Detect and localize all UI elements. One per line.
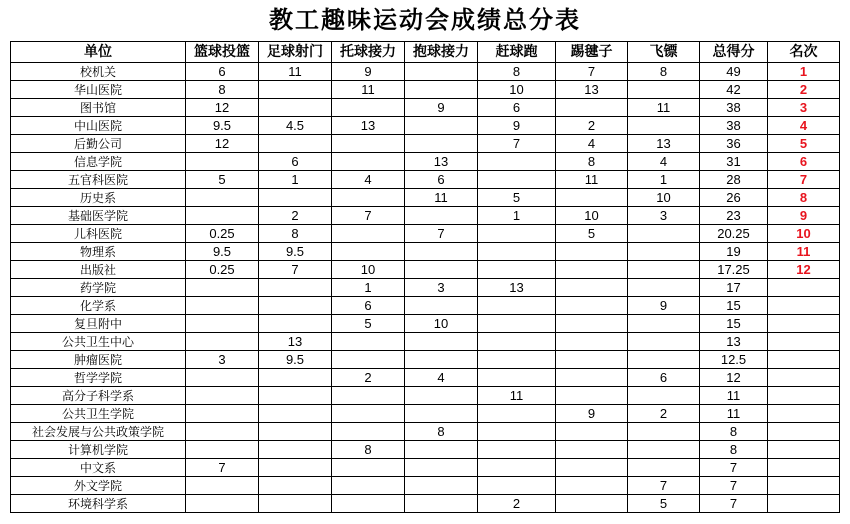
- basketball-cell[interactable]: 0.25: [186, 261, 259, 279]
- unit-cell[interactable]: 信息学院: [11, 153, 186, 171]
- shuttlecock-cell[interactable]: [556, 423, 628, 441]
- unit-cell[interactable]: 公共卫生中心: [11, 333, 186, 351]
- darts-cell[interactable]: [628, 279, 700, 297]
- shuttlecock-cell[interactable]: [556, 477, 628, 495]
- drive-ball-cell[interactable]: [478, 405, 556, 423]
- drive-ball-cell[interactable]: [478, 369, 556, 387]
- drive-ball-cell[interactable]: 8: [478, 63, 556, 81]
- table-row: [11, 243, 840, 261]
- shuttlecock-cell[interactable]: 9: [556, 405, 628, 423]
- tray-relay-cell[interactable]: [332, 333, 405, 351]
- tray-relay-cell[interactable]: [332, 225, 405, 243]
- total-cell[interactable]: 28: [700, 171, 768, 189]
- hug-relay-cell[interactable]: [405, 297, 478, 315]
- drive-ball-cell[interactable]: [478, 315, 556, 333]
- hug-relay-cell[interactable]: [405, 333, 478, 351]
- shuttlecock-cell[interactable]: [556, 315, 628, 333]
- table-row: [11, 225, 840, 243]
- hug-relay-cell[interactable]: [405, 387, 478, 405]
- hug-relay-cell[interactable]: [405, 63, 478, 81]
- tray-relay-cell[interactable]: 9: [332, 63, 405, 81]
- total-cell[interactable]: 7: [700, 459, 768, 477]
- shuttlecock-cell[interactable]: 5: [556, 225, 628, 243]
- football-cell[interactable]: [259, 441, 332, 459]
- football-cell[interactable]: 2: [259, 207, 332, 225]
- tray-relay-cell[interactable]: 2: [332, 369, 405, 387]
- shuttlecock-cell[interactable]: 7: [556, 63, 628, 81]
- shuttlecock-cell[interactable]: [556, 333, 628, 351]
- tray-relay-cell[interactable]: [332, 387, 405, 405]
- hug-relay-cell[interactable]: [405, 459, 478, 477]
- football-cell[interactable]: 8: [259, 225, 332, 243]
- darts-cell[interactable]: 8: [628, 63, 700, 81]
- hug-relay-cell[interactable]: [405, 207, 478, 225]
- tray-relay-cell[interactable]: [332, 351, 405, 369]
- table-row: [11, 81, 840, 99]
- rank-cell[interactable]: [768, 387, 840, 405]
- shuttlecock-cell[interactable]: [556, 189, 628, 207]
- table-row: [11, 333, 840, 351]
- darts-cell[interactable]: [628, 423, 700, 441]
- tray-relay-cell[interactable]: [332, 495, 405, 513]
- tray-relay-cell[interactable]: [332, 153, 405, 171]
- unit-cell[interactable]: 肿瘤医院: [11, 351, 186, 369]
- tray-relay-cell[interactable]: 6: [332, 297, 405, 315]
- darts-cell[interactable]: [628, 459, 700, 477]
- drive-ball-cell[interactable]: 5: [478, 189, 556, 207]
- unit-cell[interactable]: 基础医学院: [11, 207, 186, 225]
- total-cell[interactable]: 38: [700, 99, 768, 117]
- rank-cell[interactable]: 7: [768, 171, 840, 189]
- tray-relay-cell[interactable]: [332, 423, 405, 441]
- unit-cell[interactable]: 哲学学院: [11, 369, 186, 387]
- basketball-cell[interactable]: [186, 297, 259, 315]
- shuttlecock-cell[interactable]: [556, 441, 628, 459]
- football-cell[interactable]: 7: [259, 261, 332, 279]
- total-cell[interactable]: 20.25: [700, 225, 768, 243]
- basketball-cell[interactable]: [186, 315, 259, 333]
- darts-cell[interactable]: [628, 387, 700, 405]
- tray-relay-cell[interactable]: 13: [332, 117, 405, 135]
- unit-cell[interactable]: 公共卫生学院: [11, 405, 186, 423]
- hug-relay-cell[interactable]: [405, 117, 478, 135]
- table-row: [11, 387, 840, 405]
- table-row: [11, 297, 840, 315]
- drive-ball-cell[interactable]: [478, 171, 556, 189]
- unit-cell[interactable]: 高分子科学系: [11, 387, 186, 405]
- football-cell[interactable]: 13: [259, 333, 332, 351]
- unit-cell[interactable]: 校机关: [11, 63, 186, 81]
- shuttlecock-cell[interactable]: 13: [556, 81, 628, 99]
- table-row: [11, 261, 840, 279]
- table-row: [11, 351, 840, 369]
- hug-relay-cell[interactable]: [405, 477, 478, 495]
- table-row: [11, 405, 840, 423]
- unit-cell[interactable]: 中山医院: [11, 117, 186, 135]
- darts-cell[interactable]: 2: [628, 405, 700, 423]
- total-cell[interactable]: 36: [700, 135, 768, 153]
- rank-cell[interactable]: [768, 405, 840, 423]
- rank-cell[interactable]: [768, 477, 840, 495]
- table-row: [11, 459, 840, 477]
- shuttlecock-cell[interactable]: [556, 261, 628, 279]
- unit-cell[interactable]: 出版社: [11, 261, 186, 279]
- basketball-cell[interactable]: [186, 153, 259, 171]
- darts-cell[interactable]: [628, 315, 700, 333]
- hug-relay-cell[interactable]: 4: [405, 369, 478, 387]
- unit-cell[interactable]: 后勤公司: [11, 135, 186, 153]
- darts-cell[interactable]: [628, 243, 700, 261]
- total-cell[interactable]: 15: [700, 315, 768, 333]
- basketball-cell[interactable]: 5: [186, 171, 259, 189]
- total-cell[interactable]: 7: [700, 495, 768, 513]
- hug-relay-cell[interactable]: [405, 405, 478, 423]
- rank-cell[interactable]: [768, 441, 840, 459]
- tray-relay-cell[interactable]: 7: [332, 207, 405, 225]
- darts-cell[interactable]: 7: [628, 477, 700, 495]
- rank-cell[interactable]: 10: [768, 225, 840, 243]
- unit-cell[interactable]: 物理系: [11, 243, 186, 261]
- football-cell[interactable]: 6: [259, 153, 332, 171]
- tray-relay-cell[interactable]: 10: [332, 261, 405, 279]
- basketball-cell[interactable]: [186, 405, 259, 423]
- rank-cell[interactable]: [768, 279, 840, 297]
- rank-cell[interactable]: 3: [768, 99, 840, 117]
- shuttlecock-cell[interactable]: [556, 495, 628, 513]
- unit-cell[interactable]: 药学院: [11, 279, 186, 297]
- basketball-cell[interactable]: 8: [186, 81, 259, 99]
- drive-ball-cell[interactable]: 9: [478, 117, 556, 135]
- tray-relay-cell[interactable]: [332, 405, 405, 423]
- column-header-tray-relay[interactable]: 托球接力: [332, 42, 405, 63]
- column-header-unit[interactable]: 单位: [11, 42, 186, 63]
- rank-cell[interactable]: [768, 315, 840, 333]
- drive-ball-cell[interactable]: [478, 225, 556, 243]
- drive-ball-cell[interactable]: [478, 477, 556, 495]
- basketball-cell[interactable]: [186, 369, 259, 387]
- total-cell[interactable]: 31: [700, 153, 768, 171]
- rank-cell[interactable]: 1: [768, 63, 840, 81]
- football-cell[interactable]: [259, 297, 332, 315]
- darts-cell[interactable]: [628, 441, 700, 459]
- column-header-basketball[interactable]: 篮球投篮: [186, 42, 259, 63]
- football-cell[interactable]: 9.5: [259, 243, 332, 261]
- tray-relay-cell[interactable]: 8: [332, 441, 405, 459]
- shuttlecock-cell[interactable]: 10: [556, 207, 628, 225]
- tray-relay-cell[interactable]: 1: [332, 279, 405, 297]
- football-cell[interactable]: [259, 369, 332, 387]
- shuttlecock-cell[interactable]: [556, 279, 628, 297]
- page-title: 教工趣味运动会成绩总分表: [269, 5, 581, 34]
- darts-cell[interactable]: 11: [628, 99, 700, 117]
- drive-ball-cell[interactable]: 6: [478, 99, 556, 117]
- shuttlecock-cell[interactable]: 2: [556, 117, 628, 135]
- table-row: [11, 153, 840, 171]
- darts-cell[interactable]: 5: [628, 495, 700, 513]
- football-cell[interactable]: [259, 405, 332, 423]
- column-header-rank[interactable]: 名次: [768, 42, 840, 63]
- tray-relay-cell[interactable]: [332, 135, 405, 153]
- tray-relay-cell[interactable]: 11: [332, 81, 405, 99]
- darts-cell[interactable]: [628, 351, 700, 369]
- tray-relay-cell[interactable]: [332, 99, 405, 117]
- hug-relay-cell[interactable]: [405, 441, 478, 459]
- unit-cell[interactable]: 计算机学院: [11, 441, 186, 459]
- drive-ball-cell[interactable]: [478, 243, 556, 261]
- table-row: [11, 315, 840, 333]
- football-cell[interactable]: [259, 135, 332, 153]
- table-row: [11, 441, 840, 459]
- rank-cell[interactable]: 6: [768, 153, 840, 171]
- hug-relay-cell[interactable]: 9: [405, 99, 478, 117]
- column-header-hug-relay[interactable]: 抱球接力: [405, 42, 478, 63]
- column-header-darts[interactable]: 飞镖: [628, 42, 700, 63]
- drive-ball-cell[interactable]: 7: [478, 135, 556, 153]
- drive-ball-cell[interactable]: [478, 153, 556, 171]
- basketball-cell[interactable]: [186, 279, 259, 297]
- darts-cell[interactable]: [628, 81, 700, 99]
- football-cell[interactable]: [259, 423, 332, 441]
- table-row: [11, 495, 840, 513]
- hug-relay-cell[interactable]: [405, 351, 478, 369]
- hug-relay-cell[interactable]: 3: [405, 279, 478, 297]
- drive-ball-cell[interactable]: 11: [478, 387, 556, 405]
- total-cell[interactable]: 12.5: [700, 351, 768, 369]
- table-row: [11, 171, 840, 189]
- drive-ball-cell[interactable]: 1: [478, 207, 556, 225]
- basketball-cell[interactable]: 0.25: [186, 225, 259, 243]
- unit-cell[interactable]: 化学系: [11, 297, 186, 315]
- darts-cell[interactable]: 1: [628, 171, 700, 189]
- table-body: [11, 63, 840, 513]
- football-cell[interactable]: [259, 459, 332, 477]
- football-cell[interactable]: [259, 279, 332, 297]
- tray-relay-cell[interactable]: 4: [332, 171, 405, 189]
- drive-ball-cell[interactable]: [478, 297, 556, 315]
- football-cell[interactable]: 11: [259, 63, 332, 81]
- rank-cell[interactable]: 5: [768, 135, 840, 153]
- basketball-cell[interactable]: [186, 189, 259, 207]
- shuttlecock-cell[interactable]: 11: [556, 171, 628, 189]
- drive-ball-cell[interactable]: 13: [478, 279, 556, 297]
- tray-relay-cell[interactable]: [332, 189, 405, 207]
- total-cell[interactable]: 26: [700, 189, 768, 207]
- total-cell[interactable]: 11: [700, 405, 768, 423]
- total-cell[interactable]: 17: [700, 279, 768, 297]
- rank-cell[interactable]: 11: [768, 243, 840, 261]
- unit-cell[interactable]: 儿科医院: [11, 225, 186, 243]
- basketball-cell[interactable]: 12: [186, 135, 259, 153]
- total-cell[interactable]: 49: [700, 63, 768, 81]
- unit-cell[interactable]: 中文系: [11, 459, 186, 477]
- shuttlecock-cell[interactable]: [556, 99, 628, 117]
- football-cell[interactable]: [259, 315, 332, 333]
- drive-ball-cell[interactable]: [478, 459, 556, 477]
- hug-relay-cell[interactable]: [405, 261, 478, 279]
- score-table: [10, 41, 840, 513]
- total-cell[interactable]: 8: [700, 423, 768, 441]
- shuttlecock-cell[interactable]: [556, 297, 628, 315]
- shuttlecock-cell[interactable]: [556, 369, 628, 387]
- table-row: [11, 117, 840, 135]
- column-header-drive-ball[interactable]: 赶球跑: [478, 42, 556, 63]
- tray-relay-cell[interactable]: [332, 243, 405, 261]
- hug-relay-cell[interactable]: 10: [405, 315, 478, 333]
- total-cell[interactable]: 38: [700, 117, 768, 135]
- rank-cell[interactable]: [768, 423, 840, 441]
- basketball-cell[interactable]: [186, 495, 259, 513]
- darts-cell[interactable]: 6: [628, 369, 700, 387]
- table-row: [11, 99, 840, 117]
- football-cell[interactable]: [259, 81, 332, 99]
- darts-cell[interactable]: 4: [628, 153, 700, 171]
- drive-ball-cell[interactable]: [478, 441, 556, 459]
- drive-ball-cell[interactable]: [478, 261, 556, 279]
- total-cell[interactable]: 7: [700, 477, 768, 495]
- hug-relay-cell[interactable]: [405, 495, 478, 513]
- total-cell[interactable]: 23: [700, 207, 768, 225]
- unit-cell[interactable]: 环境科学系: [11, 495, 186, 513]
- table-row: [11, 423, 840, 441]
- hug-relay-cell[interactable]: 8: [405, 423, 478, 441]
- football-cell[interactable]: 9.5: [259, 351, 332, 369]
- table-row: [11, 279, 840, 297]
- total-cell[interactable]: 8: [700, 441, 768, 459]
- drive-ball-cell[interactable]: 2: [478, 495, 556, 513]
- tray-relay-cell[interactable]: [332, 477, 405, 495]
- unit-cell[interactable]: 图书馆: [11, 99, 186, 117]
- table-row: [11, 63, 840, 81]
- darts-cell[interactable]: [628, 333, 700, 351]
- basketball-cell[interactable]: 3: [186, 351, 259, 369]
- darts-cell[interactable]: 10: [628, 189, 700, 207]
- hug-relay-cell[interactable]: [405, 81, 478, 99]
- darts-cell[interactable]: [628, 261, 700, 279]
- unit-cell[interactable]: 复旦附中: [11, 315, 186, 333]
- hug-relay-cell[interactable]: 7: [405, 225, 478, 243]
- basketball-cell[interactable]: 7: [186, 459, 259, 477]
- total-cell[interactable]: 19: [700, 243, 768, 261]
- basketball-cell[interactable]: [186, 441, 259, 459]
- shuttlecock-cell[interactable]: [556, 351, 628, 369]
- football-cell[interactable]: 4.5: [259, 117, 332, 135]
- rank-cell[interactable]: 12: [768, 261, 840, 279]
- basketball-cell[interactable]: [186, 333, 259, 351]
- rank-cell[interactable]: [768, 495, 840, 513]
- shuttlecock-cell[interactable]: [556, 387, 628, 405]
- hug-relay-cell[interactable]: 6: [405, 171, 478, 189]
- total-cell[interactable]: 17.25: [700, 261, 768, 279]
- rank-cell[interactable]: 4: [768, 117, 840, 135]
- column-header-football[interactable]: 足球射门: [259, 42, 332, 63]
- column-header-shuttlecock[interactable]: 踢毽子: [556, 42, 628, 63]
- rank-cell[interactable]: 2: [768, 81, 840, 99]
- darts-cell[interactable]: [628, 117, 700, 135]
- darts-cell[interactable]: [628, 225, 700, 243]
- darts-cell[interactable]: 9: [628, 297, 700, 315]
- unit-cell[interactable]: 历史系: [11, 189, 186, 207]
- column-header-total[interactable]: 总得分: [700, 42, 768, 63]
- table-row: [11, 189, 840, 207]
- basketball-cell[interactable]: [186, 477, 259, 495]
- football-cell[interactable]: [259, 387, 332, 405]
- rank-cell[interactable]: [768, 459, 840, 477]
- rank-cell[interactable]: [768, 369, 840, 387]
- football-cell[interactable]: [259, 189, 332, 207]
- basketball-cell[interactable]: 6: [186, 63, 259, 81]
- hug-relay-cell[interactable]: 11: [405, 189, 478, 207]
- hug-relay-cell[interactable]: [405, 243, 478, 261]
- hug-relay-cell[interactable]: 13: [405, 153, 478, 171]
- unit-cell[interactable]: 五官科医院: [11, 171, 186, 189]
- basketball-cell[interactable]: [186, 387, 259, 405]
- unit-cell[interactable]: 外文学院: [11, 477, 186, 495]
- darts-cell[interactable]: 13: [628, 135, 700, 153]
- basketball-cell[interactable]: [186, 423, 259, 441]
- tray-relay-cell[interactable]: 5: [332, 315, 405, 333]
- basketball-cell[interactable]: 9.5: [186, 117, 259, 135]
- unit-cell[interactable]: 华山医院: [11, 81, 186, 99]
- rank-cell[interactable]: 8: [768, 189, 840, 207]
- shuttlecock-cell[interactable]: 8: [556, 153, 628, 171]
- football-cell[interactable]: 1: [259, 171, 332, 189]
- drive-ball-cell[interactable]: [478, 351, 556, 369]
- unit-cell[interactable]: 社会发展与公共政策学院: [11, 423, 186, 441]
- shuttlecock-cell[interactable]: [556, 459, 628, 477]
- basketball-cell[interactable]: 9.5: [186, 243, 259, 261]
- header-row: [11, 42, 840, 63]
- football-cell[interactable]: [259, 495, 332, 513]
- total-cell[interactable]: 13: [700, 333, 768, 351]
- table-row: [11, 477, 840, 495]
- rank-cell[interactable]: [768, 333, 840, 351]
- basketball-cell[interactable]: 12: [186, 99, 259, 117]
- rank-cell[interactable]: 9: [768, 207, 840, 225]
- shuttlecock-cell[interactable]: 4: [556, 135, 628, 153]
- table-row: [11, 369, 840, 387]
- total-cell[interactable]: 15: [700, 297, 768, 315]
- total-cell[interactable]: 11: [700, 387, 768, 405]
- rank-cell[interactable]: [768, 297, 840, 315]
- shuttlecock-cell[interactable]: [556, 243, 628, 261]
- table-row: [11, 207, 840, 225]
- basketball-cell[interactable]: [186, 207, 259, 225]
- football-cell[interactable]: [259, 99, 332, 117]
- total-cell[interactable]: 42: [700, 81, 768, 99]
- drive-ball-cell[interactable]: [478, 423, 556, 441]
- football-cell[interactable]: [259, 477, 332, 495]
- table-row: [11, 135, 840, 153]
- total-cell[interactable]: 12: [700, 369, 768, 387]
- hug-relay-cell[interactable]: [405, 135, 478, 153]
- tray-relay-cell[interactable]: [332, 459, 405, 477]
- drive-ball-cell[interactable]: [478, 333, 556, 351]
- drive-ball-cell[interactable]: 10: [478, 81, 556, 99]
- rank-cell[interactable]: [768, 351, 840, 369]
- darts-cell[interactable]: 3: [628, 207, 700, 225]
